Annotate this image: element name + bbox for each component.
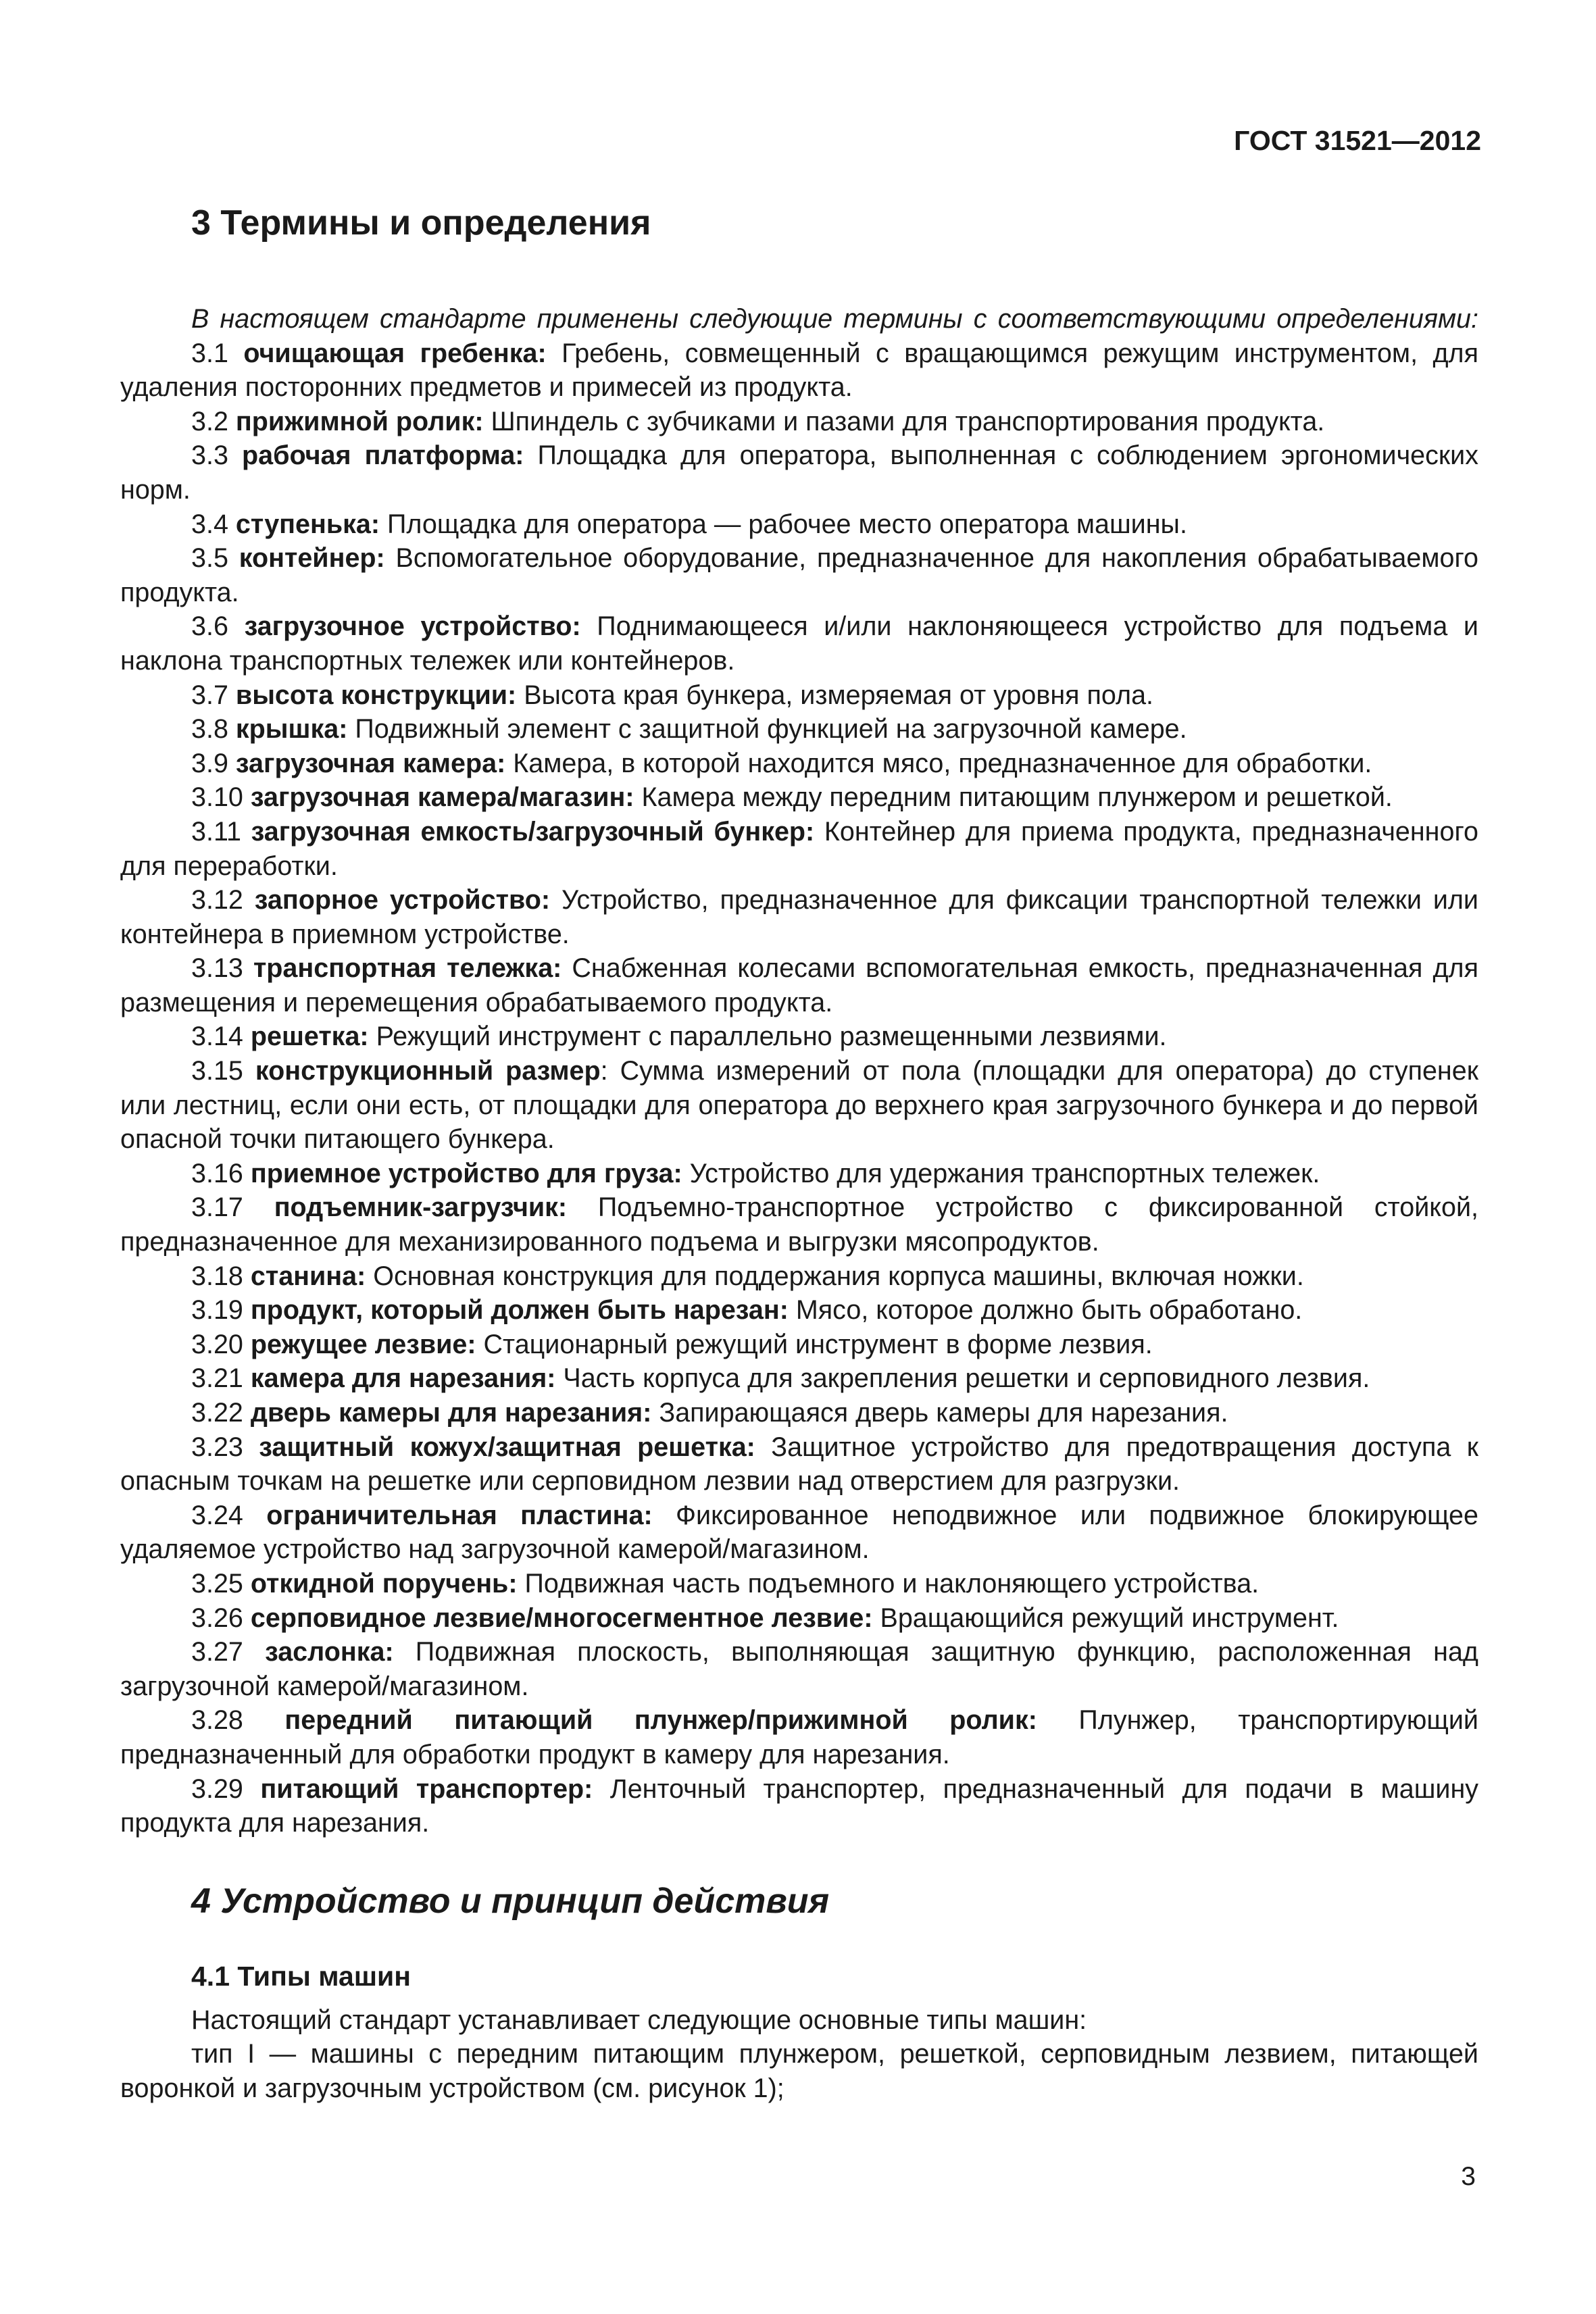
section-3-title: 3 Термины и определения [191,203,651,243]
term-name: станина: [250,1261,366,1291]
term-entry [120,1499,1478,1567]
term-entry [120,1190,1478,1259]
term-name: очищающая гребенка: [243,338,547,368]
section-3-intro: В настоящем стандарте применены следующие термины с соответствующими определениями: [191,304,1478,334]
term-entry [120,883,1478,951]
term-entry [120,1601,1478,1636]
term-definition: Запирающаяся дверь камеры для нарезания. [659,1398,1228,1428]
term-definition: Устройство для удержания транспортных тележек. [689,1158,1320,1188]
term-number: 3.10 [191,782,243,813]
term-entry [120,1396,1478,1430]
term-definition: Подъемно-транспортное устройство с фиксированной стойкой, предназначенное для механизированного подъема и выгрузки мясопродуктов. [120,1192,1478,1257]
term-name: конструкционный размер [255,1056,601,1086]
term-entry [120,815,1478,883]
term-definition: : Сумма измерений от пола (площадки для оператора) до ступенек или лестниц, если они есть, от площадки для оператора до верхнего края загрузочного бункера и до первой опасной точки питающего бункера. [120,1056,1479,1155]
term-definition: Площадка для оператора, выполненная с соблюдением эргономических норм. [120,441,1478,505]
term-number: 3.24 [191,1500,243,1530]
term-name: заслонка: [265,1637,394,1667]
term-name: питающий транспортер: [260,1774,593,1804]
term-entry [120,747,1478,781]
term-number: 3.25 [191,1568,243,1599]
term-entry [120,336,1478,405]
term-name: приемное устройство для груза: [250,1158,682,1188]
term-definition: Поднимающееся и/или наклоняющееся устройство для подъема и наклона транспортных тележек или контейнеров. [120,611,1478,676]
section-4-title: 4 Устройство и принцип действия [191,1881,830,1921]
term-definition: Ленточный транспортер, предназначенный для подачи в машину продукта для нарезания. [120,1774,1479,1838]
term-number: 3.12 [191,885,243,915]
term-number: 3.18 [191,1261,243,1291]
term-definition: Снабженная колесами вспомогательная емкость, предназначенная для размещения и перемещения обрабатываемого продукта. [120,953,1478,1017]
term-name: защитный кожух/защитная решетка: [259,1432,755,1462]
page-number: 3 [1461,2162,1476,2191]
term-definition: Защитное устройство для предотвращения доступа к опасным точкам на решетке или серповидном лезвии над отверстием для разгрузки. [120,1432,1478,1496]
term-name: рабочая платформа: [241,441,524,471]
term-entry [120,609,1478,678]
term-name: запорное устройство: [254,885,551,915]
term-name: транспортная тележка: [253,953,562,984]
term-definition: Площадка для оператора — рабочее место оператора машины. [387,509,1187,539]
term-name: дверь камеры для нарезания: [250,1398,652,1428]
term-name: загрузочная емкость/загрузочный бункер: [251,816,815,847]
term-definition: Режущий инструмент с параллельно размещенными лезвиями. [376,1022,1167,1052]
term-number: 3.17 [191,1192,243,1223]
term-definition: Основная конструкция для поддержания корпуса машины, включая ножки. [373,1261,1304,1291]
term-entry [120,780,1478,815]
term-name: камера для нарезания: [250,1363,556,1394]
document-id: ГОСТ 31521—2012 [1234,125,1481,156]
term-number: 3.11 [191,816,241,847]
term-definition: Камера между передним питающим плунжером и решеткой. [641,782,1393,813]
term-definition: Подвижная плоскость, выполняющая защитную функцию, расположенная над загрузочной камерой/магазином. [120,1637,1478,1701]
term-entry [120,438,1478,507]
term-number: 3.14 [191,1022,243,1052]
terms-list [120,336,1478,1840]
term-name: загрузочное устройство: [244,611,581,642]
term-definition: Фиксированное неподвижное или подвижное блокирующее удаляемое устройство над загрузочной камерой/магазином. [120,1500,1478,1565]
subsection-4-1-title: 4.1 Типы машин [191,1960,411,1992]
term-definition: Шпиндель с зубчиками и пазами для транспортирования продукта. [491,406,1325,436]
term-definition: Вспомогательное оборудование, предназначенное для накопления обрабатываемого продукта. [120,543,1478,607]
term-name: серповидное лезвие/многосегментное лезвие: [250,1603,873,1633]
term-number: 3.19 [191,1295,243,1326]
term-number: 3.23 [191,1432,243,1462]
term-entry [120,1430,1478,1499]
term-definition: Камера, в которой находится мясо, предназначенное для обработки. [513,748,1372,778]
term-definition: Плунжер, транспортирующий предназначенный для обработки продукт в камеру для нарезания. [120,1705,1478,1769]
term-number: 3.5 [191,543,228,574]
term-name: ограничительная пластина: [266,1500,653,1530]
term-number: 3.20 [191,1329,243,1359]
term-number: 3.9 [191,748,228,778]
term-definition: Вращающийся режущий инструмент. [880,1603,1339,1633]
term-number: 3.16 [191,1158,243,1188]
term-number: 3.1 [191,338,228,368]
term-definition: Устройство, предназначенное для фиксации транспортной тележки или контейнера в приемном устройстве. [120,885,1478,949]
term-entry [120,1328,1478,1362]
term-number: 3.7 [191,680,228,710]
term-number: 3.8 [191,714,228,745]
subsection-4-1-paragraph: тип I — машины с передним питающим плунжером, решеткой, серповидным лезвием, питающей воронкой и загрузочным устройством (см. рисунок 1); [120,2039,1478,2103]
term-number: 3.4 [191,509,228,539]
term-number: 3.27 [191,1637,243,1667]
term-entry [120,1293,1478,1328]
term-definition: Стационарный режущий инструмент в форме лезвия. [483,1329,1153,1359]
term-definition: Часть корпуса для закрепления решетки и серповидного лезвия. [563,1363,1370,1394]
term-name: продукт, который должен быть нарезан: [250,1295,789,1326]
term-number: 3.29 [191,1774,243,1804]
term-name: решетка: [250,1022,369,1052]
term-definition: Подвижный элемент с защитной функцией на загрузочной камере. [355,714,1187,745]
term-number: 3.6 [191,611,228,642]
term-definition: Мясо, которое должно быть обработано. [795,1295,1303,1326]
term-definition: Подвижная часть подъемного и наклоняющего устройства. [524,1568,1260,1599]
term-entry [120,712,1478,747]
term-entry [120,1259,1478,1294]
term-entry [120,951,1478,1020]
document-body [120,199,1478,2106]
term-name: ступенька: [235,509,380,539]
term-definition: Высота края бункера, измеряемая от уровня пола. [524,680,1154,710]
term-entry [120,1635,1478,1703]
term-name: откидной поручень: [250,1568,518,1599]
term-name: крышка: [235,714,348,745]
term-name: высота конструкции: [235,680,517,710]
term-number: 3.13 [191,953,243,984]
term-number: 3.15 [191,1056,243,1086]
term-number: 3.2 [191,406,228,436]
term-definition: Гребень, совмещенный с вращающимся режущим инструментом, для удаления посторонних предметов и примесей из продукта. [120,338,1478,403]
term-entry [120,1020,1478,1054]
term-entry [120,405,1478,439]
term-entry [120,507,1478,542]
term-name: режущее лезвие: [250,1329,476,1359]
term-number: 3.21 [191,1363,243,1394]
term-entry [120,1567,1478,1601]
term-entry [120,1361,1478,1396]
subsection-4-1-paragraph: Настоящий стандарт устанавливает следующие основные типы машин: [191,2005,1087,2035]
term-name: загрузочная камера: [235,748,506,778]
term-entry [120,1157,1478,1191]
term-name: передний питающий плунжер/прижимной ролик: [284,1705,1037,1736]
term-name: загрузочная камера/магазин: [250,782,634,813]
term-name: прижимной ролик: [235,406,484,436]
term-number: 3.28 [191,1705,243,1736]
term-entry [120,541,1478,609]
term-entry [120,678,1478,713]
term-definition: Контейнер для приема продукта, предназначенного для переработки. [120,816,1478,881]
term-name: подъемник-загрузчик: [274,1192,568,1223]
term-entry [120,1054,1478,1157]
term-entry [120,1703,1478,1771]
term-number: 3.26 [191,1603,243,1633]
term-number: 3.22 [191,1398,243,1428]
term-name: контейнер: [239,543,385,574]
term-number: 3.3 [191,441,228,471]
term-entry [120,1772,1478,1840]
